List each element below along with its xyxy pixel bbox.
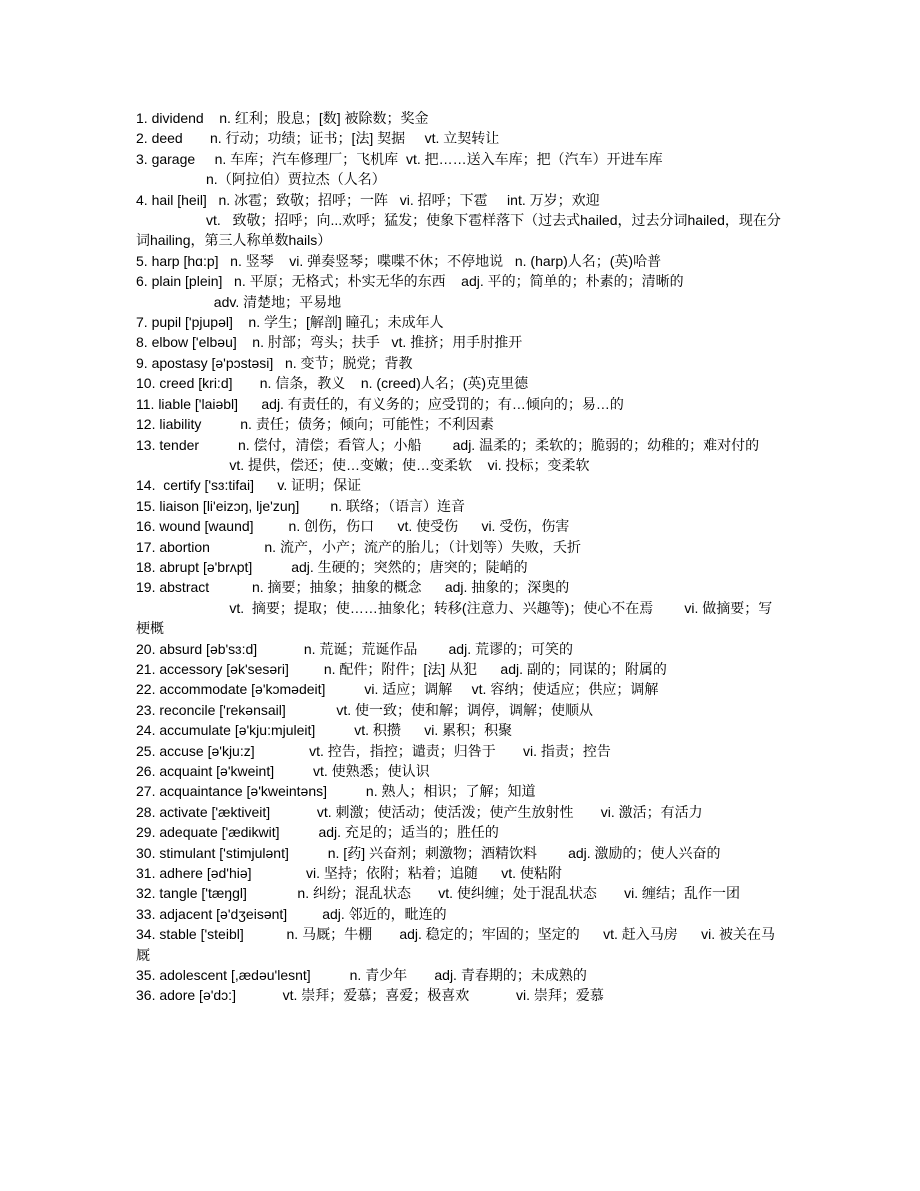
- entry-line: 30. stimulant ['stimjulənt] n. [药] 兴奋剂；刺激物；酒精饮料 adj. 激励的；使人兴奋的: [136, 844, 721, 861]
- vocab-entry: [136, 190, 786, 251]
- vocab-entry: [136, 516, 786, 536]
- entry-line: vt. 致敬；招呼；向...欢呼；猛发；使象下雹样落下（过去式hailed，过去分词hailed，现在分词hailing，第三人称单数hails）: [136, 212, 781, 249]
- entry-line: 14. certify ['sɜ:tifai] v. 证明；保证: [136, 477, 362, 494]
- entry-line: vt. 提供，偿还；使…变嫩；使…变柔软 vi. 投标；变柔软: [136, 456, 590, 473]
- vocab-entry: [136, 720, 786, 740]
- vocab-entry: [136, 251, 786, 271]
- vocab-entry: [136, 863, 786, 883]
- entry-line: 22. accommodate [ə'kɔmədeit] vi. 适应；调解 vt. 容纳；使适应；供应；调解: [136, 681, 659, 698]
- entry-line: 29. adequate ['ædikwit] adj. 充足的；适当的；胜任的: [136, 824, 499, 841]
- vocab-entry: [136, 904, 786, 924]
- vocab-entry: [136, 537, 786, 557]
- entry-line: 32. tangle ['tæŋgl] n. 纠纷；混乱状态 vt. 使纠缠；处于混乱状态 vi. 缠结；乱作一团: [136, 885, 741, 902]
- entry-line: 36. adore [ə'dɔ:] vt. 崇拜；爱慕；喜爱；极喜欢 vi. 崇拜；爱慕: [136, 987, 604, 1004]
- entry-line: 13. tender n. 偿付，清偿；看管人；小船 adj. 温柔的；柔软的；脆弱的；幼稚的；难对付的: [136, 436, 760, 453]
- entry-line: 23. reconcile ['rekənsail] vt. 使一致；使和解；调停，调解；使顺从: [136, 701, 593, 718]
- entry-line: 21. accessory [ək'sesəri] n. 配件；附件；[法] 从犯 adj. 副的；同谋的；附属的: [136, 660, 667, 677]
- entry-line: 31. adhere [əd'hiə] vi. 坚持；依附；粘着；追随 vt. 使粘附: [136, 865, 562, 882]
- entry-line: 3. garage n. 车库；汽车修理厂；飞机库 vt. 把……送入车库；把（汽车）开进车库: [136, 150, 663, 167]
- vocab-entry: [136, 843, 786, 863]
- vocab-entry: [136, 639, 786, 659]
- vocab-entry: [136, 761, 786, 781]
- vocab-entry: [136, 985, 786, 1005]
- vocab-entry: [136, 883, 786, 903]
- entry-line: 18. abrupt [ə'brʌpt] adj. 生硬的；突然的；唐突的；陡峭的: [136, 558, 528, 575]
- entry-line: 33. adjacent [ə'dʒeisənt] adj. 邻近的，毗连的: [136, 905, 447, 922]
- entry-line: n.（阿拉伯）贾拉杰（人名）: [136, 171, 386, 188]
- vocab-entry: [136, 659, 786, 679]
- entry-line: 34. stable ['steibl] n. 马厩；牛棚 adj. 稳定的；牢固的；坚定的 vt. 赶入马房 vi. 被关在马厩: [136, 926, 776, 963]
- entry-line: 27. acquaintance [ə'kweintəns] n. 熟人；相识；了解；知道: [136, 783, 536, 800]
- vocab-entry: [136, 271, 786, 312]
- vocab-entry: [136, 128, 786, 148]
- entry-line: 35. adolescent [,ædəu'lesnt] n. 青少年 adj. 青春期的；未成熟的: [136, 967, 587, 984]
- vocab-entry: [136, 373, 786, 393]
- vocab-entry: [136, 802, 786, 822]
- entry-line: 12. liability n. 责任；债务；倾向；可能性；不利因素: [136, 416, 494, 433]
- vocab-entry: [136, 781, 786, 801]
- entry-line: 16. wound [waund] n. 创伤，伤口 vt. 使受伤 vi. 受伤，伤害: [136, 518, 570, 535]
- vocab-entry: [136, 557, 786, 577]
- entry-line: 20. absurd [əb'sɜ:d] n. 荒诞；荒诞作品 adj. 荒谬的；可笑的: [136, 640, 573, 657]
- vocab-entry: [136, 394, 786, 414]
- vocabulary-page: [136, 108, 786, 1006]
- vocab-entry: [136, 822, 786, 842]
- entry-line: 8. elbow ['elbəu] n. 肘部；弯头；扶手 vt. 推挤；用手肘推开: [136, 334, 523, 351]
- vocab-entry: [136, 414, 786, 434]
- entry-line: 15. liaison [li'eizɔŋ, lje'zuŋ] n. 联络；（语言）连音: [136, 497, 465, 514]
- entry-line: 7. pupil ['pjupəl] n. 学生；[解剖] 瞳孔；未成年人: [136, 314, 444, 331]
- vocab-entry: [136, 475, 786, 495]
- entry-line: 1. dividend n. 红利；股息；[数] 被除数；奖金: [136, 110, 429, 126]
- entry-line: 2. deed n. 行动；功绩；证书；[法] 契据 vt. 立契转让: [136, 130, 500, 147]
- vocab-entry: [136, 149, 786, 190]
- vocab-entry: [136, 577, 786, 638]
- vocab-entry: [136, 435, 786, 476]
- vocab-entry: [136, 496, 786, 516]
- vocab-entry: [136, 312, 786, 332]
- vocab-entry: [136, 679, 786, 699]
- vocab-entry: [136, 741, 786, 761]
- vocab-entry: [136, 700, 786, 720]
- entry-line: 6. plain [plein] n. 平原；无格式；朴实无华的东西 adj. 平的；简单的；朴素的；清晰的: [136, 273, 684, 290]
- vocab-entry: [136, 332, 786, 352]
- vocab-entry: [136, 924, 786, 965]
- entry-line: 11. liable ['laiəbl] adj. 有责任的，有义务的；应受罚的；有…倾向的；易…的: [136, 395, 624, 412]
- entry-line: 28. activate ['æktiveit] vt. 刺激；使活动；使活泼；使产生放射性 vi. 激活；有活力: [136, 803, 703, 820]
- entry-line: adv. 清楚地；平易地: [136, 293, 342, 310]
- entry-line: 5. harp [hɑ:p] n. 竖琴 vi. 弹奏竖琴；喋喋不休；不停地说 n. (harp)人名；(英)哈普: [136, 252, 662, 269]
- entry-line: 17. abortion n. 流产，小产；流产的胎儿；（计划等）失败，夭折: [136, 538, 581, 555]
- entry-line: 9. apostasy [ə'pɔstəsi] n. 变节；脱党；背教: [136, 354, 413, 371]
- vocab-entry: [136, 353, 786, 373]
- vocab-entry: [136, 965, 786, 985]
- entry-line: 10. creed [kri:d] n. 信条，教义 n. (creed)人名；(英)克里德: [136, 375, 529, 392]
- entry-line: 4. hail [heil] n. 冰雹；致敬；招呼；一阵 vi. 招呼；下雹 int. 万岁；欢迎: [136, 191, 600, 208]
- entry-line: 24. accumulate [ə'kju:mjuleit] vt. 积攒 vi. 累积；积聚: [136, 722, 513, 739]
- entry-line: 26. acquaint [ə'kweint] vt. 使熟悉；使认识: [136, 763, 430, 779]
- vocab-entry: [136, 108, 786, 128]
- entry-line: vt. 摘要；提取；使……抽象化；转移(注意力、兴趣等)；使心不在焉 vi. 做摘要；写梗概: [136, 599, 773, 637]
- entry-line: 19. abstract n. 摘要；抽象；抽象的概念 adj. 抽象的；深奥的: [136, 579, 570, 596]
- entry-line: 25. accuse [ə'kju:z] vt. 控告，指控；谴责；归咎于 vi. 指责；控告: [136, 742, 611, 759]
